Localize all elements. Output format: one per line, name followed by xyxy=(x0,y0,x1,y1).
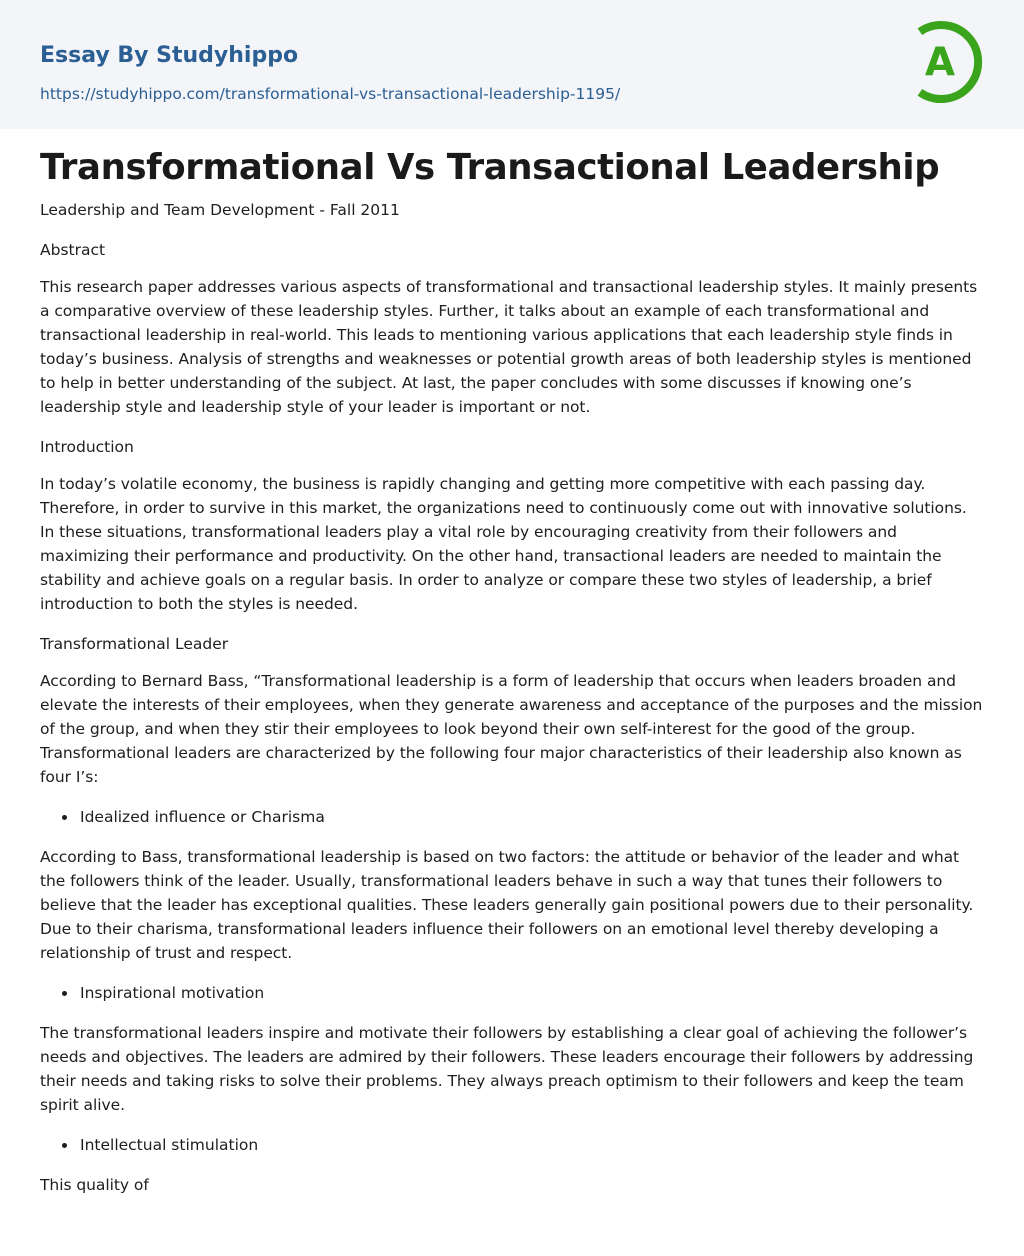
charisma-paragraph: According to Bass, transformational leadership is based on two factors: the attitude or behavior of the leader and what the followers think of the leader. Usually, transformational leaders behave in such a way that tunes their followers to believe that the leader has exceptional qualities. These leaders generally gain positional powers due to their personality. Due to their charisma, transformational leaders influence their followers on an emotional level thereby developing a relationship of trust and respect. xyxy=(40,848,974,962)
list-item-label: Intellectual stimulation xyxy=(80,1136,259,1154)
list-item-label: Inspirational motivation xyxy=(80,984,265,1002)
introduction-heading: Introduction xyxy=(40,438,134,456)
motivation-paragraph: The transformational leaders inspire and motivate their followers by establishing a clear goal of achieving the follower’s needs and objectives. The leaders are admired by their followers. These leaders encourage their followers by addressing their needs and taking risks to solve their problems. They always preach optimism to their followers and keep the team spirit alive. xyxy=(40,1024,974,1114)
transformational-leader-paragraph: According to Bernard Bass, “Transformational leadership is a form of leadership that occurs when leaders broaden and elevate the interests of their employees, when they generate awareness and acceptance of the purposes and the mission of the group, and when they stir their employees to look beyond their own self-interest for the good of the group. Transformational leaders are characterized by the following four major characteristics of their leadership also known as four I’s: xyxy=(40,672,983,786)
list-item xyxy=(40,981,984,1005)
bullet-icon xyxy=(62,991,67,996)
bullet-icon xyxy=(62,1143,67,1148)
source-url-link[interactable]: https://studyhippo.com/transformational-vs-transactional-leadership-1195/ xyxy=(40,85,621,103)
introduction-paragraph: In today’s volatile economy, the business is rapidly changing and getting more competitive with each passing day. Therefore, in order to survive in this market, the organizations need to continuously come out with innovative solutions. In these situations, transformational leaders play a vital role by encouraging creativity from their followers and maximizing their performance and productivity. On the other hand, transactional leaders are needed to maintain the stability and achieve goals on a regular basis. In order to analyze or compare these two styles of leadership, a brief introduction to both the styles is needed. xyxy=(40,475,967,613)
site-header xyxy=(0,0,1024,129)
essay-title: Transformational Vs Transactional Leadership xyxy=(40,147,940,188)
bullet-icon xyxy=(62,815,67,820)
bullet-list-charisma xyxy=(40,805,984,829)
bullet-list-stimulation xyxy=(40,1133,984,1157)
essay-content xyxy=(40,144,984,1197)
site-brand[interactable]: Essay By Studyhippo xyxy=(40,43,299,68)
list-item-label: Idealized influence or Charisma xyxy=(80,808,325,826)
abstract-heading: Abstract xyxy=(40,241,106,259)
bullet-list-motivation xyxy=(40,981,984,1005)
list-item xyxy=(40,1133,984,1157)
studyhippo-logo-icon[interactable] xyxy=(911,18,987,106)
abstract-paragraph: This research paper addresses various aspects of transformational and transactional leadership styles. It mainly presents a comparative overview of these leadership styles. Further, it talks about an example of each transformational and transactional leadership in real-world. This leads to mentioning various applications that each leadership style finds in today’s business. Analysis of strengths and weaknesses or potential growth areas of both leadership styles is mentioned to help in better understanding of the subject. At last, the paper concludes with some discusses if knowing one’s leadership style and leadership style of your leader is important or not. xyxy=(40,278,978,416)
logo-letter: A xyxy=(924,40,956,85)
logo-ring-icon xyxy=(911,18,987,106)
list-item xyxy=(40,805,984,829)
stimulation-paragraph: This quality of xyxy=(40,1176,149,1194)
essay-subtitle: Leadership and Team Development - Fall 2011 xyxy=(40,201,400,219)
transformational-leader-heading: Transformational Leader xyxy=(40,635,229,653)
